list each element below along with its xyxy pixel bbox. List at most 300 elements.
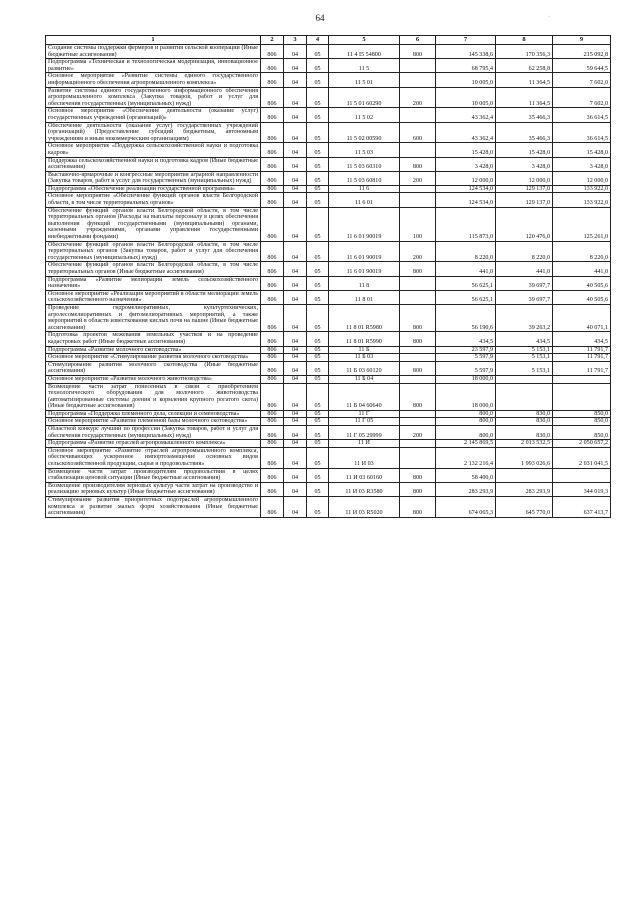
amount-2024: 7 602,0 — [553, 73, 611, 87]
subsection-code: 05 — [307, 262, 329, 276]
subsection-code: 05 — [307, 440, 329, 448]
expense-type — [400, 290, 436, 304]
section-code: 04 — [284, 361, 307, 375]
expense-type: 800 — [400, 468, 436, 482]
amount-2024: 36 614,5 — [553, 108, 611, 122]
amount-2024: 344 019,3 — [553, 482, 611, 496]
expense-type: 200 — [400, 171, 436, 185]
target-article: 11 Г 05 29999 — [329, 426, 400, 440]
table-row — [46, 332, 611, 346]
section-code: 04 — [284, 185, 307, 193]
table-row — [46, 410, 611, 418]
subsection-code: 05 — [307, 418, 329, 426]
expense-type: 800 — [400, 45, 436, 59]
section-code: 04 — [284, 346, 307, 354]
subsection-code: 05 — [307, 157, 329, 171]
row-name: Обеспечение деятельности (оказание услуг) государственных учреждений (организаций) (Предоставление субсидий бюджетным, автономным учреждениям и иным некоммерческим организациям) — [46, 122, 261, 143]
table-row — [46, 418, 611, 426]
expense-type — [400, 346, 436, 354]
admin-code: 806 — [261, 410, 284, 418]
admin-code: 806 — [261, 143, 284, 157]
amount-2022: 145 338,6 — [436, 45, 496, 59]
subsection-code: 05 — [307, 468, 329, 482]
amount-2023: 5 153,1 — [496, 354, 553, 362]
amount-2023: 441,0 — [496, 262, 553, 276]
amount-2023: 8 220,0 — [496, 241, 553, 262]
admin-code: 806 — [261, 304, 284, 331]
amount-2023: 129 137,0 — [496, 193, 553, 207]
admin-code: 806 — [261, 383, 284, 410]
amount-2022: 5 597,9 — [436, 361, 496, 375]
row-name: Обеспечение функций органов власти Белгородской области, в том числе территориальных органов (Закупка товаров, работ и услуг для обеспечения государственных (муниципальных) нужд) — [46, 241, 261, 262]
target-article: 11 8 — [329, 276, 400, 290]
amount-2022: 15 428,0 — [436, 143, 496, 157]
expense-type — [400, 375, 436, 383]
amount-2022: 58 400,0 — [436, 468, 496, 482]
amount-2023: 35 466,3 — [496, 108, 553, 122]
amount-2024: 40 505,6 — [553, 276, 611, 290]
section-code: 04 — [284, 354, 307, 362]
amount-2023: 62 258,8 — [496, 59, 553, 73]
amount-2022: 12 000,0 — [436, 171, 496, 185]
subsection-code: 05 — [307, 447, 329, 468]
row-name: Обеспечение функций органов власти Белгородской области, в том числе территориальных органов (Иные бюджетные ассигнования) — [46, 262, 261, 276]
target-article: 11 Г — [329, 410, 400, 418]
section-code: 04 — [284, 193, 307, 207]
expense-type: 200 — [400, 426, 436, 440]
expense-type — [400, 440, 436, 448]
admin-code: 806 — [261, 122, 284, 143]
admin-code: 806 — [261, 157, 284, 171]
row-name: Выставочно-ярмарочные и конгрессные мероприятия аграрной направленности (Закупка товаров, работ и услуг для государственных (муниципальных) нужд) — [46, 171, 261, 185]
row-name: Стимулирование развития молочного скотоводства (Иные бюджетные ассигнования) — [46, 361, 261, 375]
expense-type — [400, 418, 436, 426]
expense-type — [400, 354, 436, 362]
amount-2022: 434,5 — [436, 332, 496, 346]
row-name: Поддержка сельскохозяйственной науки и подготовка кадров (Иные бюджетные ассигнования) — [46, 157, 261, 171]
subsection-code: 05 — [307, 304, 329, 331]
section-code: 04 — [284, 440, 307, 448]
amount-2024 — [553, 375, 611, 383]
amount-2023 — [496, 375, 553, 383]
table-row — [46, 262, 611, 276]
table-row — [46, 440, 611, 448]
section-code: 04 — [284, 59, 307, 73]
amount-2023: 129 137,0 — [496, 185, 553, 193]
table-row — [46, 361, 611, 375]
amount-2022: 441,0 — [436, 262, 496, 276]
admin-code: 806 — [261, 497, 284, 518]
amount-2022: 56 625,1 — [436, 290, 496, 304]
row-name: Подпрограмма «Развитие отраслей агропромышленного комплекса» — [46, 440, 261, 448]
column-header-7: 7 — [436, 36, 496, 45]
admin-code: 806 — [261, 361, 284, 375]
section-code: 04 — [284, 73, 307, 87]
amount-2024: 36 614,5 — [553, 122, 611, 143]
amount-2022: 2 145 869,5 — [436, 440, 496, 448]
table-row — [46, 171, 611, 185]
admin-code: 806 — [261, 440, 284, 448]
row-name: Областной конкурс лучший по профессии (Закупка товаров, работ и услуг для обеспечения государственных (муниципальных) нужд) — [46, 426, 261, 440]
budget-table — [45, 35, 611, 518]
amount-2022: 800,0 — [436, 426, 496, 440]
target-article: 11 5 01 — [329, 73, 400, 87]
section-code: 04 — [284, 108, 307, 122]
section-code: 04 — [284, 332, 307, 346]
amount-2023: 830,0 — [496, 426, 553, 440]
subsection-code: 05 — [307, 73, 329, 87]
target-article: 11 Г 05 — [329, 418, 400, 426]
amount-2023: 11 364,5 — [496, 73, 553, 87]
row-name: Основное мероприятие «Обеспечение функций органов власти Белгородской области, в том числе территориальных органов» — [46, 193, 261, 207]
admin-code: 806 — [261, 73, 284, 87]
column-header-4: 4 — [307, 36, 329, 45]
admin-code: 806 — [261, 45, 284, 59]
amount-2024: 125 261,0 — [553, 207, 611, 241]
row-name: Возмещение части затрат понесенных в связи с приобретением технологического оборудования для молочного животноводства (автоматизированные системы доения и кормления крупного рогатого скота) (Иные бюджетные ассигнования) — [46, 383, 261, 410]
row-name: Основное мероприятие «Поддержка сельскохозяйственной науки и подготовка кадров» — [46, 143, 261, 157]
subsection-code: 05 — [307, 207, 329, 241]
target-article: 11 8 01 — [329, 290, 400, 304]
amount-2023: 830,0 — [496, 410, 553, 418]
target-article: 11 5 01 60290 — [329, 87, 400, 108]
target-article: 11 6 01 90019 — [329, 262, 400, 276]
admin-code: 806 — [261, 346, 284, 354]
expense-type — [400, 276, 436, 290]
row-name: Основное мероприятие «Стимулирование развития молочного скотоводства» — [46, 354, 261, 362]
amount-2024: 3 428,0 — [553, 157, 611, 171]
admin-code: 806 — [261, 290, 284, 304]
amount-2022: 10 005,0 — [436, 73, 496, 87]
expense-type: 200 — [400, 241, 436, 262]
amount-2022: 23 597,9 — [436, 346, 496, 354]
row-name: Проведение гидромелиоративных, культуртехнических, агролесомелиоративных и фитомелиоративных мероприятий, а также мероприятий в области известкования кислых почв на пашне (Иные бюджетные ассигнования) — [46, 304, 261, 331]
subsection-code: 05 — [307, 241, 329, 262]
expense-type: 100 — [400, 207, 436, 241]
amount-2022: 68 795,4 — [436, 59, 496, 73]
section-code: 04 — [284, 157, 307, 171]
table-row — [46, 354, 611, 362]
subsection-code: 05 — [307, 45, 329, 59]
row-name: Обеспечение функций органов власти Белгородской области, в том числе территориальных органов (Расходы на выплаты персоналу в целях обеспечения выполнения функций государственными (муниципальными) органами, казенными учреждениями, органами управления государственными внебюджетными фондами) — [46, 207, 261, 241]
subsection-code: 05 — [307, 332, 329, 346]
admin-code: 806 — [261, 59, 284, 73]
target-article: 11 Б 03 — [329, 354, 400, 362]
target-article: 11 Б 04 — [329, 375, 400, 383]
section-code: 04 — [284, 207, 307, 241]
table-row — [46, 383, 611, 410]
column-header-5: 5 — [329, 36, 400, 45]
amount-2024: 12 000,0 — [553, 171, 611, 185]
admin-code: 806 — [261, 375, 284, 383]
table-row — [46, 482, 611, 496]
subsection-code: 05 — [307, 108, 329, 122]
expense-type: 600 — [400, 122, 436, 143]
page-number: 64 — [315, 13, 325, 23]
expense-type — [400, 193, 436, 207]
row-name: Стимулирование развития приоритетных подотраслей агропромышленного комплекса и развитие малых форм хозяйствования (Иные бюджетные ассигнования) — [46, 497, 261, 518]
subsection-code: 05 — [307, 290, 329, 304]
expense-type — [400, 108, 436, 122]
table-row — [46, 59, 611, 73]
table-row — [46, 497, 611, 518]
amount-2023: 5 153,1 — [496, 346, 553, 354]
section-code: 04 — [284, 468, 307, 482]
subsection-code: 05 — [307, 185, 329, 193]
expense-type — [400, 59, 436, 73]
amount-2023: 39 697,7 — [496, 290, 553, 304]
expense-type — [400, 143, 436, 157]
amount-2024 — [553, 383, 611, 410]
column-header-8: 8 — [496, 36, 553, 45]
row-name: Развитие системы единого государственного информационного обеспечения агропромышленного комплекса (Закупка товаров, работ и услуг для обеспечения государственных (муниципальных) нужд) — [46, 87, 261, 108]
amount-2022: 124 534,0 — [436, 193, 496, 207]
amount-2022: 56 625,1 — [436, 276, 496, 290]
subsection-code: 05 — [307, 354, 329, 362]
amount-2022: 18 000,0 — [436, 383, 496, 410]
amount-2022: 2 132 216,4 — [436, 447, 496, 468]
row-name: Основное мероприятие «Развитие отраслей агропромышленного комплекса, обеспечивающих ускоренное импортозамещение основных видов сельскохозяйственной продукции, сырья и продовольствия» — [46, 447, 261, 468]
amount-2024: 8 220,0 — [553, 241, 611, 262]
table-row — [46, 193, 611, 207]
amount-2023: 3 428,0 — [496, 157, 553, 171]
amount-2024 — [553, 468, 611, 482]
target-article: 11 И 03 60160 — [329, 468, 400, 482]
section-code: 04 — [284, 171, 307, 185]
target-article: 11 8 01 R5980 — [329, 304, 400, 331]
scan-speck: · — [548, 14, 550, 20]
target-article: 11 И — [329, 440, 400, 448]
expense-type: 200 — [400, 87, 436, 108]
subsection-code: 05 — [307, 346, 329, 354]
amount-2022: 124 534,0 — [436, 185, 496, 193]
section-code: 04 — [284, 143, 307, 157]
amount-2022: 43 362,4 — [436, 108, 496, 122]
target-article: 11 5 — [329, 59, 400, 73]
amount-2024: 59 644,5 — [553, 59, 611, 73]
target-article: 11 6 01 90019 — [329, 241, 400, 262]
target-article: 11 8 01 R5990 — [329, 332, 400, 346]
table-row — [46, 447, 611, 468]
subsection-code: 05 — [307, 383, 329, 410]
subsection-code: 05 — [307, 143, 329, 157]
amount-2024: 7 602,0 — [553, 87, 611, 108]
expense-type: 800 — [400, 497, 436, 518]
section-code: 04 — [284, 241, 307, 262]
row-name: Основное мероприятие «Реализация мероприятий в области мелиорации земель сельскохозяйственного назначения» — [46, 290, 261, 304]
amount-2024: 40 071,1 — [553, 304, 611, 331]
subsection-code: 05 — [307, 276, 329, 290]
amount-2022: 18 000,0 — [436, 375, 496, 383]
amount-2023: 39 697,7 — [496, 276, 553, 290]
target-article: 11 И 03 R5020 — [329, 497, 400, 518]
row-name: Подпрограмма «Развитие молочного скотоводства» — [46, 346, 261, 354]
subsection-code: 05 — [307, 426, 329, 440]
section-code: 04 — [284, 383, 307, 410]
amount-2024: 133 922,0 — [553, 185, 611, 193]
section-code: 04 — [284, 410, 307, 418]
expense-type: 800 — [400, 157, 436, 171]
amount-2023: 120 476,0 — [496, 207, 553, 241]
section-code: 04 — [284, 122, 307, 143]
amount-2023: 11 364,5 — [496, 87, 553, 108]
target-article: 11 5 03 — [329, 143, 400, 157]
table-row — [46, 185, 611, 193]
table-row — [46, 426, 611, 440]
admin-code: 806 — [261, 418, 284, 426]
column-header-9: 9 — [553, 36, 611, 45]
expense-type — [400, 447, 436, 468]
admin-code: 806 — [261, 207, 284, 241]
amount-2023: 35 466,3 — [496, 122, 553, 143]
amount-2024: 11 791,7 — [553, 361, 611, 375]
amount-2024: 2 031 041,5 — [553, 447, 611, 468]
amount-2022: 5 597,9 — [436, 354, 496, 362]
admin-code: 806 — [261, 108, 284, 122]
admin-code: 806 — [261, 262, 284, 276]
header-row — [46, 36, 611, 45]
amount-2023 — [496, 383, 553, 410]
table-row — [46, 122, 611, 143]
section-code: 04 — [284, 262, 307, 276]
row-name: Подпрограмма «Техническая и технологическая модернизация, инновационное развитие» — [46, 59, 261, 73]
section-code: 04 — [284, 497, 307, 518]
target-article: 11 Б 04 60640 — [329, 383, 400, 410]
row-name: Создание системы поддержки фермеров и развития сельской кооперации (Иные бюджетные ассигнования) — [46, 45, 261, 59]
amount-2024: 11 791,7 — [553, 346, 611, 354]
admin-code: 806 — [261, 426, 284, 440]
target-article: 11 5 02 — [329, 108, 400, 122]
table-row — [46, 87, 611, 108]
amount-2023: 2 013 532,5 — [496, 440, 553, 448]
table-row — [46, 45, 611, 59]
amount-2024: 2 050 657,2 — [553, 440, 611, 448]
subsection-code: 05 — [307, 410, 329, 418]
target-article: 11 И 03 R3580 — [329, 482, 400, 496]
table-row — [46, 108, 611, 122]
amount-2022: 10 005,0 — [436, 87, 496, 108]
admin-code: 806 — [261, 87, 284, 108]
amount-2022: 283 293,9 — [436, 482, 496, 496]
row-name: Возмещение производителям зерновых культур части затрат на производство и реализацию зерновых культур (Иные бюджетные ассигнования) — [46, 482, 261, 496]
subsection-code: 05 — [307, 87, 329, 108]
row-name: Основное мероприятие «Развитие племенной базы молочного скотоводства» — [46, 418, 261, 426]
admin-code: 806 — [261, 447, 284, 468]
amount-2024: 133 922,0 — [553, 193, 611, 207]
row-name: Основное мероприятие «Развитие молочного животноводства» — [46, 375, 261, 383]
amount-2022: 8 220,0 — [436, 241, 496, 262]
admin-code: 806 — [261, 185, 284, 193]
amount-2024: 15 428,0 — [553, 143, 611, 157]
amount-2022: 3 428,0 — [436, 157, 496, 171]
amount-2023: 645 770,0 — [496, 497, 553, 518]
table-row — [46, 375, 611, 383]
admin-code: 806 — [261, 354, 284, 362]
expense-type: 800 — [400, 304, 436, 331]
table-row — [46, 143, 611, 157]
amount-2023: 830,0 — [496, 418, 553, 426]
target-article: 11 Б 03 60120 — [329, 361, 400, 375]
table-row — [46, 276, 611, 290]
table-row — [46, 207, 611, 241]
amount-2022: 674 065,3 — [436, 497, 496, 518]
subsection-code: 05 — [307, 171, 329, 185]
target-article: 11 И 03 — [329, 447, 400, 468]
table-row — [46, 241, 611, 262]
amount-2024: 850,0 — [553, 426, 611, 440]
section-code: 04 — [284, 426, 307, 440]
admin-code: 806 — [261, 193, 284, 207]
admin-code: 806 — [261, 241, 284, 262]
target-article: 11 5 03 60810 — [329, 171, 400, 185]
row-name: Возмещение части затрат производителям продовольствия в целях стабилизации ценовой ситуации (Иные бюджетные ассигнования) — [46, 468, 261, 482]
section-code: 04 — [284, 290, 307, 304]
section-code: 04 — [284, 482, 307, 496]
subsection-code: 05 — [307, 375, 329, 383]
section-code: 04 — [284, 375, 307, 383]
table-body — [46, 45, 611, 518]
expense-type: 800 — [400, 482, 436, 496]
subsection-code: 05 — [307, 482, 329, 496]
column-header-3: 3 — [284, 36, 307, 45]
section-code: 04 — [284, 447, 307, 468]
subsection-code: 05 — [307, 122, 329, 143]
admin-code: 806 — [261, 482, 284, 496]
table-row — [46, 290, 611, 304]
subsection-code: 05 — [307, 193, 329, 207]
amount-2022: 800,0 — [436, 418, 496, 426]
column-header-1: 1 — [46, 36, 261, 45]
section-code: 04 — [284, 418, 307, 426]
amount-2023: 39 263,2 — [496, 304, 553, 331]
expense-type — [400, 73, 436, 87]
table-row — [46, 468, 611, 482]
amount-2024: 850,0 — [553, 410, 611, 418]
expense-type: 800 — [400, 262, 436, 276]
amount-2022: 43 362,4 — [436, 122, 496, 143]
section-code: 04 — [284, 45, 307, 59]
expense-type — [400, 410, 436, 418]
admin-code: 806 — [261, 276, 284, 290]
target-article: 11 6 01 — [329, 193, 400, 207]
subsection-code: 05 — [307, 361, 329, 375]
amount-2024: 434,5 — [553, 332, 611, 346]
row-name: Подготовка проектов межевания земельных участков и на проведение кадастровых работ (Иные бюджетные ассигнования) — [46, 332, 261, 346]
admin-code: 806 — [261, 171, 284, 185]
target-article: 11 5 03 60310 — [329, 157, 400, 171]
row-name: Подпрограмма «Поддержка племенного дела, селекции и семеноводства» — [46, 410, 261, 418]
amount-2023: 434,5 — [496, 332, 553, 346]
target-article: 11 6 — [329, 185, 400, 193]
subsection-code: 05 — [307, 59, 329, 73]
subsection-code: 05 — [307, 497, 329, 518]
section-code: 04 — [284, 304, 307, 331]
table-row — [46, 304, 611, 331]
expense-type: 800 — [400, 361, 436, 375]
column-header-6: 6 — [400, 36, 436, 45]
admin-code: 806 — [261, 468, 284, 482]
amount-2023 — [496, 468, 553, 482]
expense-type: 800 — [400, 383, 436, 410]
amount-2024: 850,0 — [553, 418, 611, 426]
amount-2024: 441,0 — [553, 262, 611, 276]
amount-2023: 170 356,3 — [496, 45, 553, 59]
amount-2024: 215 092,8 — [553, 45, 611, 59]
amount-2022: 115 873,0 — [436, 207, 496, 241]
amount-2023: 1 993 026,6 — [496, 447, 553, 468]
target-article: 11 Б — [329, 346, 400, 354]
table-row — [46, 157, 611, 171]
